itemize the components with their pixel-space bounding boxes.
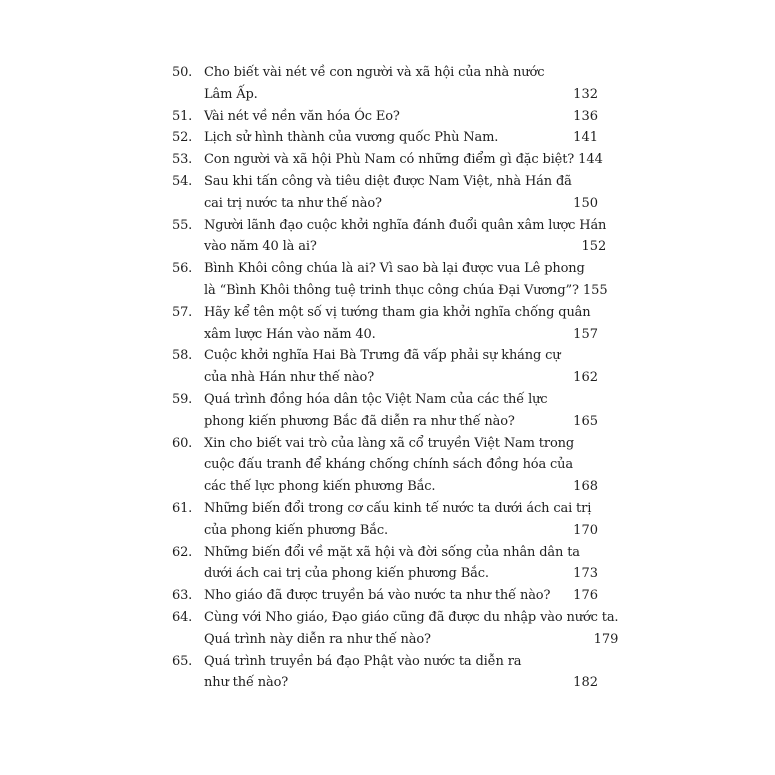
toc-entry-page-number: 144 bbox=[578, 152, 603, 168]
toc-entry-line bbox=[204, 563, 598, 585]
toc-entry-text: là “Bình Khôi thông tuệ trinh thục công chúa Đại Vương”? bbox=[204, 282, 579, 298]
toc-entry-number: 58. bbox=[172, 348, 193, 364]
toc-entry-title bbox=[204, 651, 598, 695]
toc-entry-number: 55. bbox=[172, 217, 193, 233]
toc-entry bbox=[172, 498, 598, 542]
toc-entry-text: Bình Khôi công chúa là ai? Vì sao bà lại được vua Lê phong bbox=[204, 261, 585, 277]
toc-entry-line bbox=[204, 84, 598, 106]
toc-entry bbox=[172, 542, 598, 586]
toc-entry-title bbox=[204, 345, 598, 389]
toc-entry bbox=[172, 62, 598, 106]
toc-entry-line bbox=[204, 542, 598, 564]
toc-entry-text: Quá trình truyền bá đạo Phật vào nước ta diễn ra bbox=[204, 653, 522, 669]
toc-entry-page-number: 170 bbox=[573, 522, 598, 538]
toc-entry bbox=[172, 651, 598, 695]
toc-entry-text: của phong kiến phương Bắc. bbox=[204, 522, 388, 538]
toc-entry-line bbox=[204, 607, 618, 629]
toc-entry bbox=[172, 433, 598, 498]
toc-entry-line bbox=[204, 498, 598, 520]
toc-entry-title bbox=[204, 607, 618, 651]
toc-entry-line bbox=[204, 520, 598, 542]
toc-entry-text: Những biến đổi về mặt xã hội và đời sống của nhân dân ta bbox=[204, 544, 580, 560]
toc-entry-line bbox=[204, 149, 603, 171]
toc-entry bbox=[172, 345, 598, 389]
toc-entry-title bbox=[204, 389, 598, 433]
toc-entry-text: Lâm Ấp. bbox=[204, 86, 258, 102]
toc-entry-line bbox=[204, 476, 598, 498]
toc-entry bbox=[172, 389, 598, 433]
toc-entry-text: Vài nét về nền văn hóa Óc Eo? bbox=[204, 108, 400, 124]
toc-entry-line bbox=[204, 127, 598, 149]
toc-entry-line bbox=[204, 324, 598, 346]
toc-entry-text: của nhà Hán như thế nào? bbox=[204, 370, 375, 386]
toc-entry-line bbox=[204, 302, 598, 324]
toc-entry-page-number: 141 bbox=[573, 130, 598, 146]
toc-entry-title bbox=[204, 258, 608, 302]
toc-entry-page-number: 136 bbox=[573, 108, 598, 124]
toc-entry-number: 63. bbox=[172, 588, 193, 604]
toc-entry-number: 59. bbox=[172, 391, 193, 407]
toc-entry-text: các thế lực phong kiến phương Bắc. bbox=[204, 479, 436, 495]
toc-entry bbox=[172, 258, 608, 302]
toc-entry-number: 56. bbox=[172, 261, 193, 277]
toc-entry-number: 62. bbox=[172, 544, 193, 560]
toc-entry-title bbox=[204, 215, 606, 259]
toc-entry-line bbox=[204, 411, 598, 433]
toc-entry-number: 61. bbox=[172, 500, 193, 516]
toc-entry-line bbox=[204, 651, 598, 673]
toc-entry-line bbox=[204, 585, 598, 607]
toc-entry-line bbox=[204, 106, 598, 128]
toc-entry-title bbox=[204, 498, 598, 542]
toc-entry-page-number: 173 bbox=[573, 566, 598, 582]
toc-entry-line bbox=[204, 193, 598, 215]
toc-entry-text: Lịch sử hình thành của vương quốc Phù Nam. bbox=[204, 130, 499, 146]
toc-entry-text: Cuộc khởi nghĩa Hai Bà Trưng đã vấp phải sự kháng cự bbox=[204, 348, 561, 364]
toc-entry-line bbox=[204, 171, 598, 193]
toc-entry-text: Quá trình đồng hóa dân tộc Việt Nam của các thế lực bbox=[204, 391, 548, 407]
toc-entry-page-number: 162 bbox=[573, 370, 598, 386]
toc-entry-title bbox=[204, 127, 598, 149]
toc-entry-number: 65. bbox=[172, 653, 193, 669]
toc-entry-line bbox=[204, 280, 608, 302]
toc-entry-page-number: 155 bbox=[582, 282, 608, 298]
toc-entry-text: Người lãnh đạo cuộc khởi nghĩa đánh đuổi quân xâm lược Hán bbox=[204, 217, 607, 233]
toc-entry-line bbox=[204, 433, 598, 455]
toc-entry-title bbox=[204, 585, 598, 607]
toc-entry bbox=[172, 106, 598, 128]
toc-entry-title bbox=[204, 433, 598, 498]
toc-entry-line bbox=[204, 236, 606, 258]
toc-entry-number: 51. bbox=[172, 108, 193, 124]
toc-entry-text: Những biến đổi trong cơ cấu kinh tế nước ta dưới ách cai trị bbox=[204, 500, 592, 516]
toc-entry-text: xâm lược Hán vào năm 40. bbox=[204, 326, 376, 342]
toc-entry-line bbox=[204, 62, 598, 84]
toc-entry-number: 57. bbox=[172, 304, 193, 320]
toc-entry bbox=[172, 171, 598, 215]
toc-entry-line bbox=[204, 629, 618, 651]
toc-entry-text: cai trị nước ta như thế nào? bbox=[204, 195, 382, 211]
toc-entry bbox=[172, 302, 598, 346]
toc-entry-text: cuộc đấu tranh để kháng chống chính sách đồng hóa của bbox=[204, 457, 573, 473]
toc-entry-number: 50. bbox=[172, 65, 193, 80]
toc-entry-page-number: 165 bbox=[573, 413, 598, 429]
toc-entry-text: Con người và xã hội Phù Nam có những điểm gì đặc biệt? bbox=[204, 152, 575, 168]
toc-entry-page-number: 152 bbox=[581, 239, 607, 255]
toc-entry-text: phong kiến phương Bắc đã diễn ra như thế nào? bbox=[204, 413, 515, 429]
toc-entry-line bbox=[204, 367, 598, 389]
toc-entry-text: dưới ách cai trị của phong kiến phương Bắc. bbox=[204, 566, 489, 582]
toc-entry-number: 64. bbox=[172, 609, 193, 625]
toc-entry-page-number: 176 bbox=[573, 588, 598, 604]
toc-entry-page-number: 168 bbox=[573, 479, 598, 495]
toc-entry-page-number: 150 bbox=[573, 195, 598, 211]
toc-entry-text: Quá trình này diễn ra như thế nào? bbox=[204, 631, 431, 647]
toc-entry-line bbox=[204, 215, 606, 237]
toc-entry-number: 53. bbox=[172, 152, 193, 168]
toc-entry-text: như thế nào? bbox=[204, 675, 289, 691]
toc-entry-line bbox=[204, 454, 598, 476]
toc-entry bbox=[172, 585, 598, 607]
toc-entry-line bbox=[204, 672, 598, 694]
toc-entry-line bbox=[204, 258, 608, 280]
toc-entry-title bbox=[204, 171, 598, 215]
toc-entry bbox=[172, 215, 607, 259]
toc-entry-title bbox=[204, 62, 598, 106]
toc-entry bbox=[172, 149, 603, 171]
toc-entry-text: vào năm 40 là ai? bbox=[204, 239, 317, 255]
toc-entry-text: Cho biết vài nét về con người và xã hội của nhà nước bbox=[204, 65, 545, 80]
toc-entry-title bbox=[204, 542, 598, 586]
toc-entry-number: 60. bbox=[172, 435, 193, 451]
toc-entry-number: 52. bbox=[172, 130, 193, 146]
toc-entry-text: Sau khi tấn công và tiêu diệt được Nam Việt, nhà Hán đã bbox=[204, 173, 572, 189]
toc-entry-line bbox=[204, 389, 598, 411]
toc-entry-page-number: 132 bbox=[573, 86, 598, 102]
toc-entry-title bbox=[204, 149, 603, 171]
toc-entry-title bbox=[204, 106, 598, 128]
toc-entry-text: Xin cho biết vai trò của làng xã cổ truyền Việt Nam trong bbox=[204, 435, 575, 451]
toc-entry bbox=[172, 127, 598, 149]
toc-entry-page-number: 179 bbox=[593, 631, 619, 647]
toc-entry-page-number: 182 bbox=[573, 675, 598, 691]
toc-entry-text: Nho giáo đã được truyền bá vào nước ta như thế nào? bbox=[204, 588, 551, 604]
toc-entry-number: 54. bbox=[172, 173, 193, 189]
toc-entry-line bbox=[204, 345, 598, 367]
toc-entry-text: Hãy kể tên một số vị tướng tham gia khởi nghĩa chống quân bbox=[204, 304, 591, 320]
toc-entry bbox=[172, 607, 619, 651]
toc-entry-title bbox=[204, 302, 598, 346]
toc-entry-page-number: 157 bbox=[573, 326, 598, 342]
table-of-contents bbox=[172, 62, 619, 694]
toc-entry-text: Cùng với Nho giáo, Đạo giáo cũng đã được du nhập vào nước ta. bbox=[204, 609, 619, 625]
